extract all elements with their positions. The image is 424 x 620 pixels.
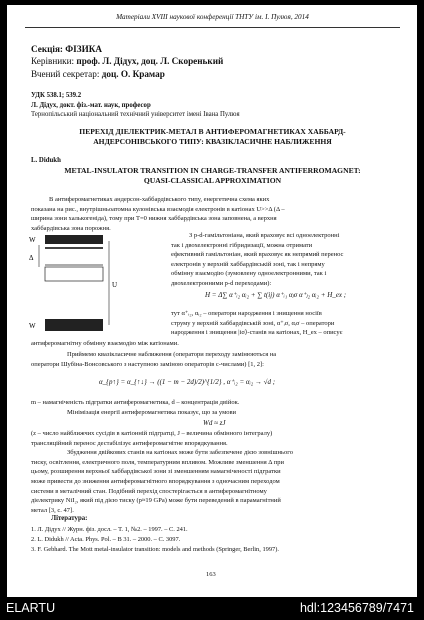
- quasiclassical-equation: α_{p↑} = α_{↑↓} → ((1 − m − 2d)/2)^{1/2} , α⁺ᵢ₂ = αᵢ₂ → √d ;: [99, 378, 276, 386]
- delta-label: Δ: [29, 254, 34, 262]
- university: Тернопільський національний технічний університет імені Івана Пулюя: [31, 111, 240, 118]
- paragraph-approximation: Приймемо квазікласичне наближення (оператори переходу замінюються на оператори Шубіна-Вонсовського з наступною заміною операторів c-числами) [1, 2]:: [31, 351, 277, 368]
- secretary-name: доц. О. Крамар: [101, 69, 165, 79]
- running-header: Матеріали XVIII наукової конференції ТНТУ ім. І. Пулюя, 2014: [25, 9, 400, 28]
- page-number: 163: [206, 571, 216, 578]
- lower-hubbard-band: [45, 319, 103, 331]
- reference-item: 3. F. Gebhard. The Mott metal-insulator transition: models and methods (Springer, Berlin, 1997).: [31, 546, 279, 553]
- w-bottom-label: W: [29, 322, 36, 330]
- secretary-line: [31, 69, 165, 79]
- author-ua: Л. Дідух, докт. фіз.-мат. наук, професор: [31, 102, 151, 109]
- u-label: U: [112, 281, 118, 289]
- paragraph-hamiltonian: З p-d-гамільтоніана, який враховує всі одноелектронні так і двохелектронні гібридизації, можна отримати ефективний гамільтоніан, який враховує як непрямий перенос електронів у верхній хаббардівській зоні, так і непряму обмінну взаємодію (зумовлену одноелектронними, так і двохелектронними p-d переходами):: [171, 232, 344, 287]
- anion-band: [45, 267, 103, 281]
- udk-code: УДК 538.1; 539.2: [31, 92, 82, 99]
- leaders-line: [31, 56, 223, 66]
- paragraph-operators: тут α⁺ᵢ₂, αᵢ₂ – оператори народження і знищення носіїв струму у верхній хаббардівській зоні, α⁺ᵢσ, αᵢσ – оператори народження і знищення |iσ⟩-станів на катіонах, H_ex – описує: [171, 310, 343, 337]
- title-ua-line1: ПЕРЕХІД ДІЕЛЕКТРИК-МЕТАЛ В АНТИФЕРОМАГНЕТИКАХ ХАББАРД-: [79, 127, 346, 136]
- title-en-line2: QUASI-CLASSICAL APPROXIMATION: [143, 176, 282, 185]
- paragraph-discussion: (z – число найближчих сусідів в катіонній підгратці, J – величина обмінного інтегралу) трансляційний перенос дестабілізує антиферомагнітне впорядкування. Збудження двійкових станів на катіонах може бути забезпечене дією зовнішнього тиску, освітлення, електричного поля, температурним впливом. Можливе зменшення Δ при цьому, розширення верхньої хаббардівської зони зі зменшенням намагніченості підгратки може привести до зниження антиферомагнітного впорядкування з одночасним переходом системи в металічний стан. Подібний перехід спостерігається в антиферомагнітному діелектрику NiI₂, який під дією тиску (p≈19 GPa) може бути переведений в парамагнітний метал [3, с. 47].: [31, 430, 293, 514]
- paragraph-operators-tail: антиферомагнітну обмінну взаємодію між катіонами.: [31, 340, 179, 347]
- handle-id: hdl:123456789/7471: [299, 601, 414, 615]
- section-title: Секція: ФІЗИКА: [31, 44, 103, 54]
- leaders-prefix: Керівники:: [31, 56, 77, 66]
- repository-name: ELARTU: [6, 601, 56, 615]
- energy-band-diagram: [25, 231, 195, 343]
- leaders-names: проф. Л. Дідух, доц. Л. Скоренький: [76, 56, 224, 66]
- reference-item: 1. Л. Дідух // Журн. фіз. досл. – Т. 1, №2. – 1997. – С. 241.: [31, 526, 188, 533]
- author-en: L. Didukh: [31, 157, 61, 164]
- upper-hubbard-band: [45, 235, 103, 244]
- document-page: [7, 5, 417, 597]
- viewer-footer: [0, 597, 424, 620]
- hamiltonian-equation: H = Δ∑ α⁺ᵢ₂ αᵢ₂ + ∑ t(ij) α⁺ᵢ₁ αⱼσ α⁺ⱼ₂ αᵢ₂ + H_ex ;: [205, 291, 347, 299]
- paragraph-minimization: m – намагніченість підгратки антиферомагнетика, d – концентрація двійок. Мінімізація енергії антиферомагнетика показує, що за умови: [31, 399, 240, 416]
- secretary-prefix: Вчений секретар:: [31, 69, 102, 79]
- reference-item: 2. L. Didukh // Acta. Phys. Pol. – B 31. – 2000. – C. 3097.: [31, 536, 181, 543]
- title-en-line1: METAL-INSULATOR TRANSITION IN CHARGE-TRANSFER ANTIFERROMAGNET:: [64, 166, 361, 175]
- references-title: Література:: [51, 515, 88, 522]
- upper-band-edge: [45, 247, 103, 249]
- title-ua-line2: АНДЕРСОНІВСЬКОГО ТИПУ: КВАЗІКЛАСИЧНЕ НАБЛИЖЕННЯ: [93, 137, 332, 146]
- w-top-label: W: [29, 236, 36, 244]
- paragraph-intro: В антиферомагнетиках андерсон-хаббардівського типу, енергетична схема яких показана на рис., внутрішньоатомна кулонівська взаємодія електронів в катіонах U>>Δ (Δ – ширина зони халькогеніда), тому при T=0 нижня хаббардівська зона заповнена, а верхня хаббардівська зона порожня.: [31, 196, 285, 232]
- condition-equation: Wd ≈ zJ: [203, 419, 226, 427]
